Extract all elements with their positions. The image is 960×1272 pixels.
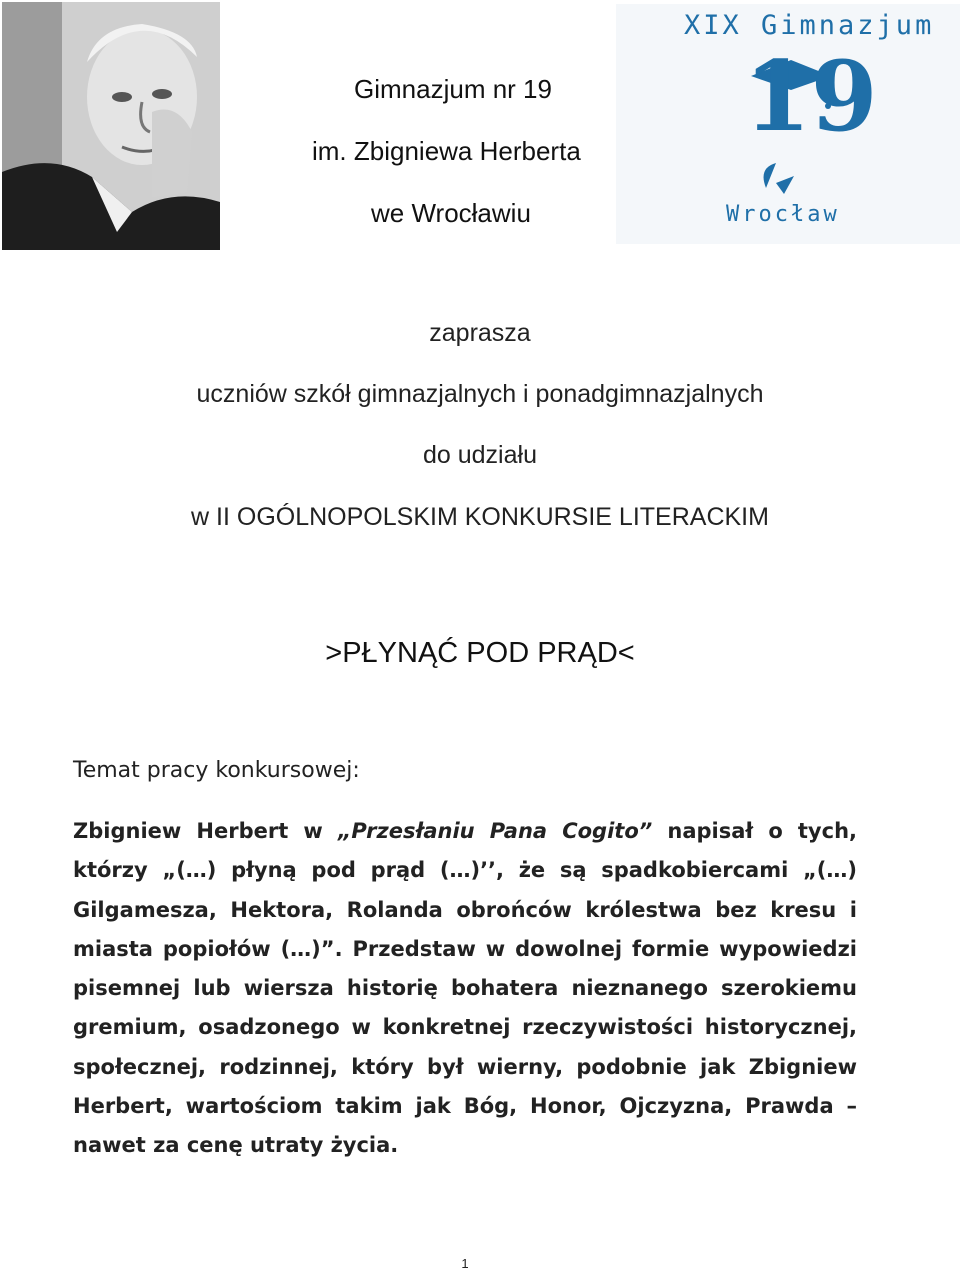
topic-body-part1: Zbigniew Herbert w [73,819,338,843]
logo-top-text: XIX Gimnazjum [684,10,935,41]
portrait-illustration [2,2,220,250]
school-logo [616,4,960,244]
page-number: 1 [461,1256,469,1271]
logo-city: Wrocław [726,202,840,227]
topic-label: Temat pracy konkursowej: [73,758,360,783]
school-name-line1: Gimnazjum nr 19 [354,74,552,104]
invitation-line3: do udziału [423,441,537,469]
school-name-line2: im. Zbigniewa Herberta [312,136,581,166]
school-name-line3: we Wrocławiu [371,198,531,228]
topic-body-part3: napisał o tych, którzy „(…) płyną pod prąd (…)’’, że są spadkobiercami „(…) Gilgamesza, Hektora, Rolanda obrońców królestwa bez kresu i miasta popiołów (…)”. Przedstaw w dowolnej formie wypowiedzi pisemnej lub wiersza historię bohatera nieznanego szerokiemu gremium, osadzonego w konkretnej rzeczywistości historycznej, społecznej, rodzinnej, który był wierny, podobnie jak Zbigniew Herbert, wartościom takim jak Bóg, Honor, Ojczyzna, Prawda – nawet za cenę utraty życia. [73,819,857,1158]
contest-title: >PŁYNĄĆ POD PRĄD< [325,637,635,669]
portrait-photo [2,2,220,250]
topic-body [73,812,857,1166]
invitation-line1: zaprasza [429,319,531,347]
logo-number: 19 [744,40,878,153]
invitation-line2: uczniów szkół gimnazjalnych i ponadgimnazjalnych [196,380,764,408]
invitation-line4: w II OGÓLNOPOLSKIM KONKURSIE LITERACKIM [191,503,769,531]
topic-body-italic: „Przesłaniu Pana Cogito” [337,819,653,843]
